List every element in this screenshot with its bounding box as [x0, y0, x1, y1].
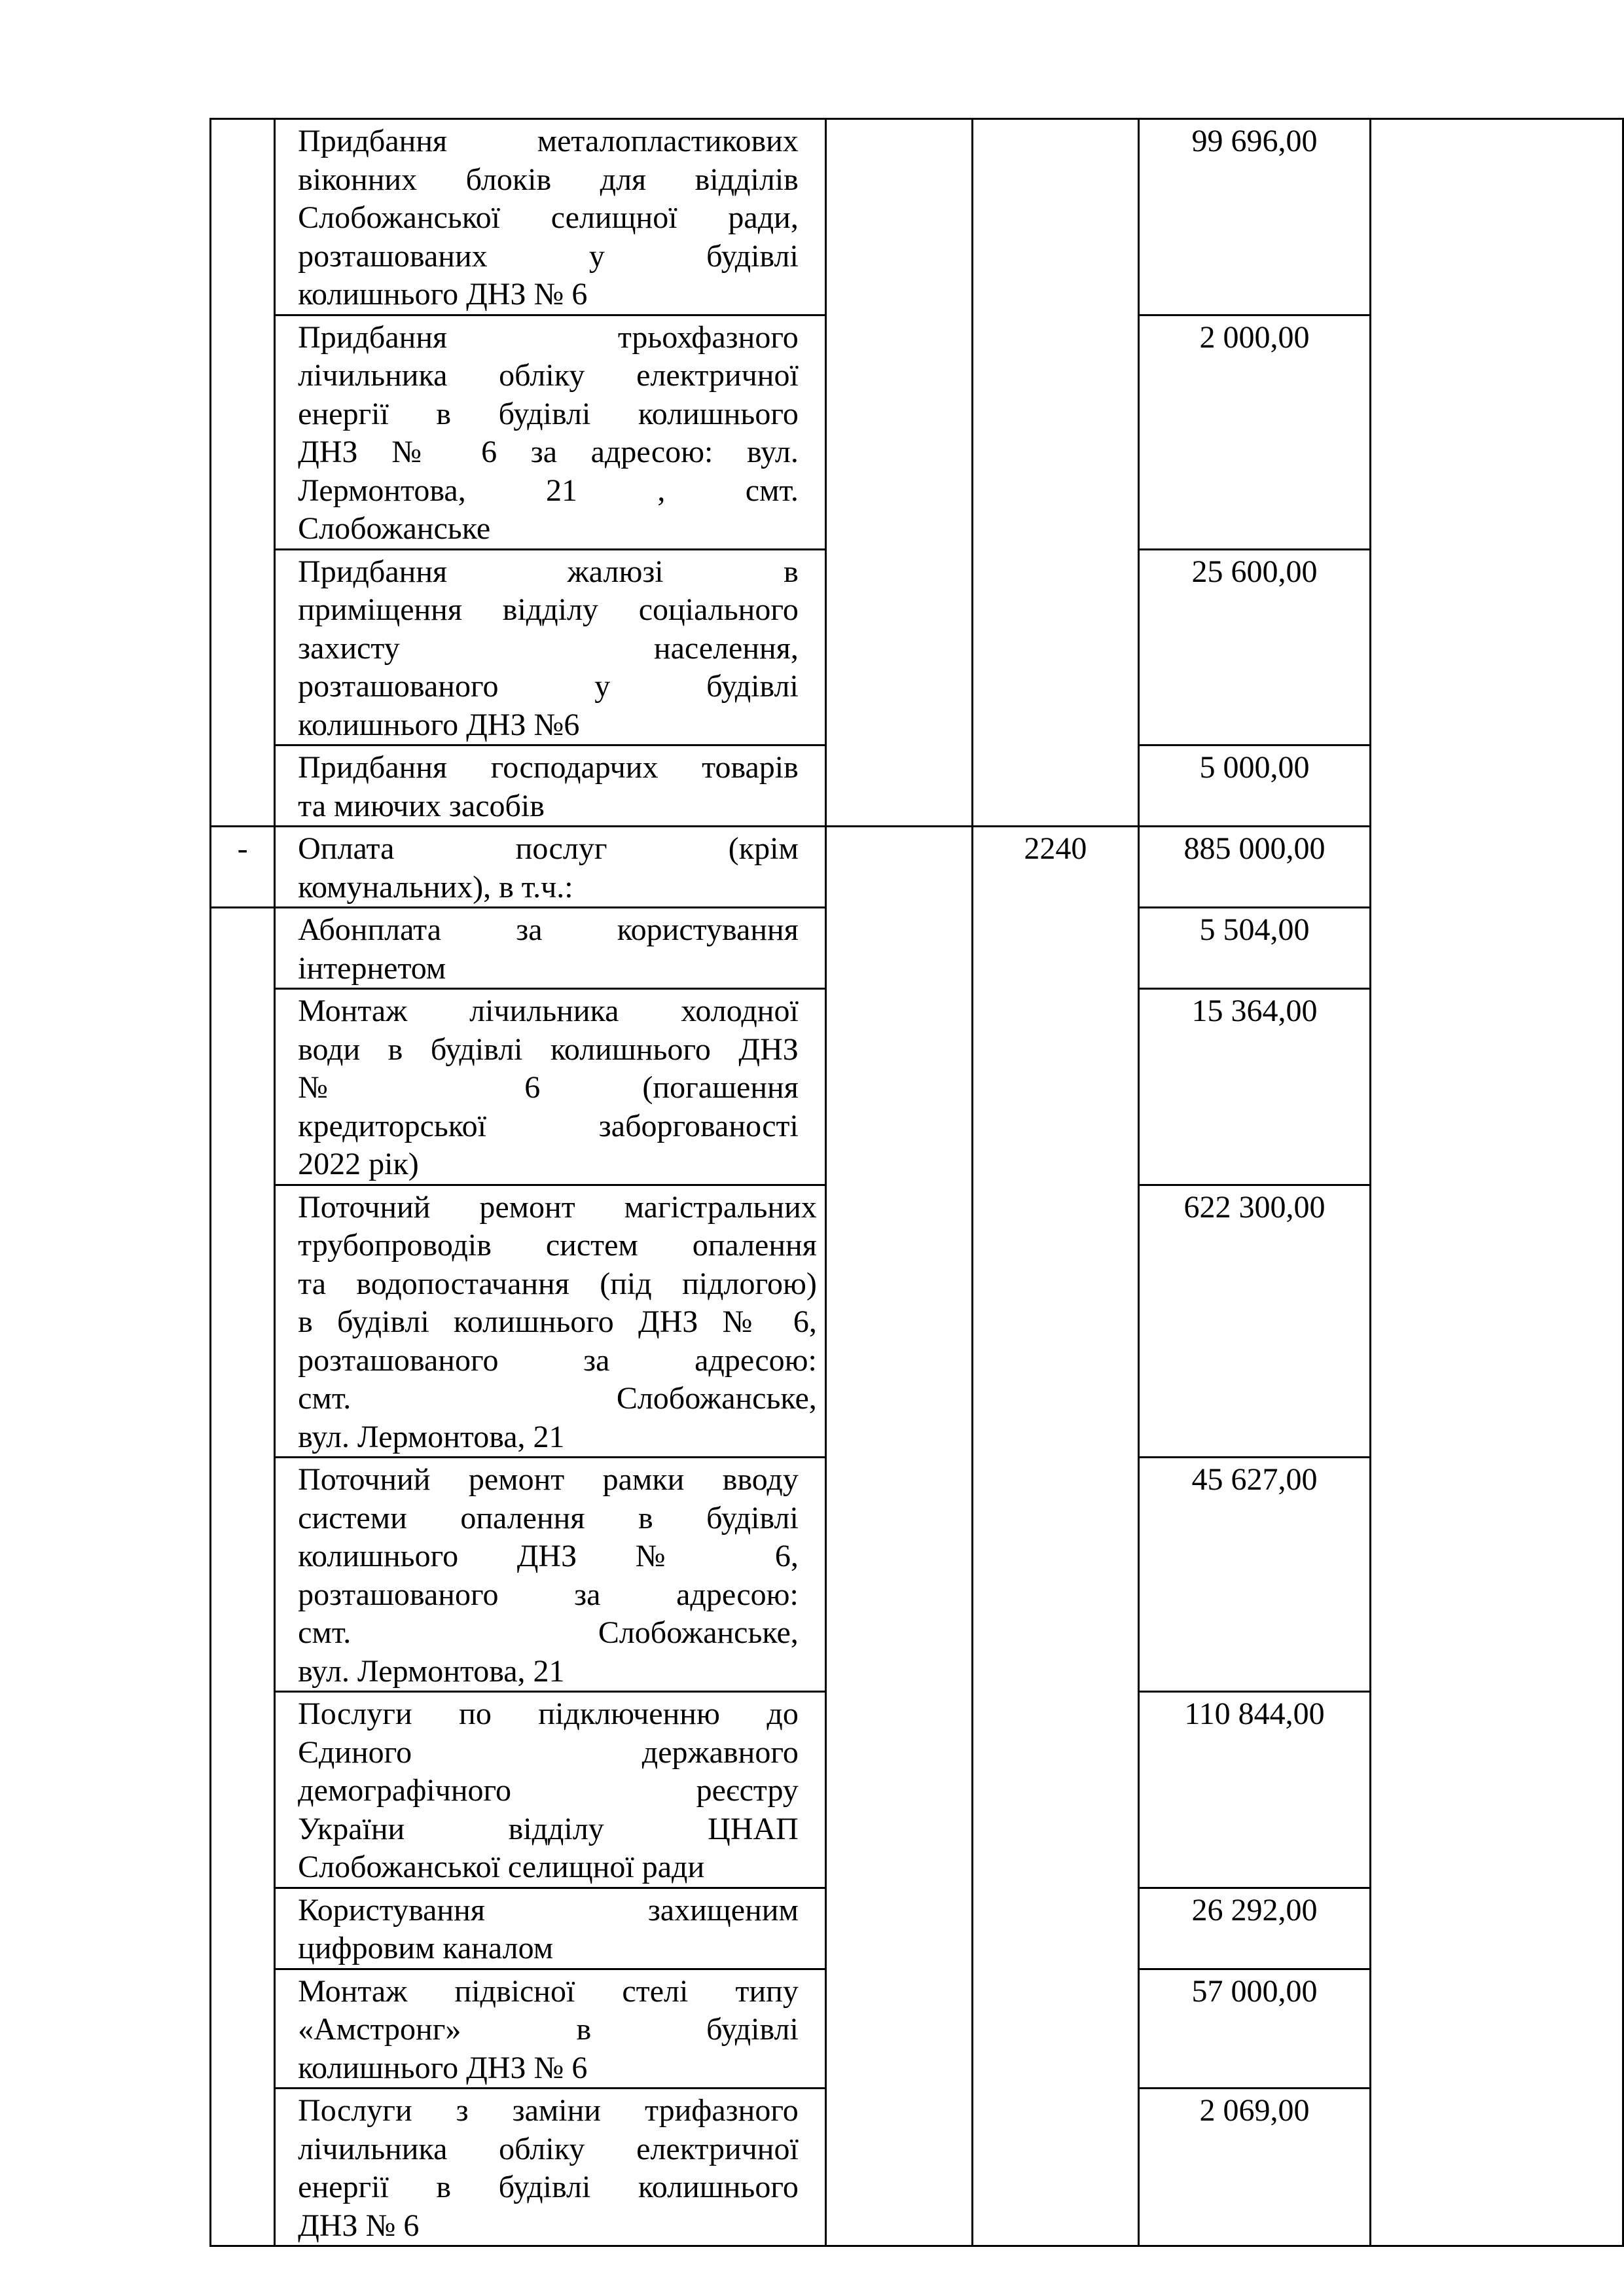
amount-cell: 5 504,00	[1139, 908, 1371, 989]
item-description	[275, 1185, 826, 1458]
description-line: демографічного реєстру	[298, 1773, 799, 1808]
description-line: вул. Лермонтова, 21	[298, 1419, 565, 1454]
description-line: Оплата послуг (крім	[298, 831, 799, 866]
description-line: розташованих у будівлі	[298, 238, 799, 274]
description-line: колишнього ДНЗ № 6	[298, 2050, 588, 2085]
description-line: колишнього ДНЗ № 6	[298, 277, 588, 312]
budget-table	[209, 118, 1624, 2247]
empty-cell	[825, 827, 972, 2246]
item-description	[275, 908, 826, 989]
item-description	[275, 745, 826, 827]
item-description	[275, 119, 826, 315]
amount-cell: 25 600,00	[1139, 549, 1371, 745]
empty-cell	[825, 119, 972, 827]
amount-cell: 885 000,00	[1139, 827, 1371, 908]
description-line: комунальних), в т.ч.:	[298, 869, 573, 905]
description-line: колишнього ДНЗ № 6,	[298, 1539, 799, 1573]
description-line: лічильника обліку електричної	[298, 358, 799, 393]
description-line: ДНЗ № 6	[298, 2208, 420, 2243]
description-line: колишнього ДНЗ №6	[298, 707, 580, 742]
amount-cell: 99 696,00	[1139, 119, 1371, 315]
description-line: України відділу ЦНАП	[298, 1811, 799, 1846]
item-description	[275, 1458, 826, 1692]
number-cell	[211, 119, 275, 827]
description-line: розташованого за адресою:	[298, 1577, 799, 1612]
description-line: Абонплата за користування	[298, 912, 799, 947]
description-line: приміщення відділу соціального	[298, 592, 799, 627]
description-line: ДНЗ № 6 за адресою: вул.	[298, 435, 799, 469]
description-line: трубопроводів систем опалення	[298, 1228, 817, 1263]
amount-cell: 5 000,00	[1139, 745, 1371, 827]
code-cell	[972, 119, 1138, 827]
description-line: цифровим каналом	[298, 1931, 554, 1965]
description-line: віконних блоків для відділів	[298, 162, 799, 197]
description-line: вул. Лермонтова, 21	[298, 1653, 565, 1689]
description-line: Слобожанське	[298, 511, 491, 546]
description-line: в будівлі колишнього ДНЗ № 6,	[298, 1304, 817, 1339]
amount-cell: 57 000,00	[1139, 1969, 1371, 2089]
description-line: Монтаж підвісної стелі типу	[298, 1973, 799, 2009]
item-description	[275, 2089, 826, 2246]
description-line: інтернетом	[298, 950, 446, 986]
item-description	[275, 1969, 826, 2089]
description-line: захисту населення,	[298, 630, 799, 666]
description-line: смт. Слобожанське,	[298, 1381, 817, 1416]
amount-cell: 2 000,00	[1139, 315, 1371, 549]
description-line: розташованого у будівлі	[298, 669, 799, 704]
description-line: Слобожанської селищної ради,	[298, 200, 799, 235]
description-line: 2022 рік)	[298, 1147, 419, 1181]
item-description	[275, 827, 826, 908]
description-line: енергії в будівлі колишнього	[298, 396, 799, 431]
description-line: та водопостачання (під підлогою)	[298, 1266, 817, 1301]
description-line: Монтаж лічильника холодної	[298, 994, 799, 1028]
table-row	[211, 119, 1623, 315]
description-line: води в будівлі колишнього ДНЗ	[298, 1031, 799, 1067]
description-line: «Амстронг» в будівлі	[298, 2012, 799, 2047]
description-line: Лермонтова, 21 , смт.	[298, 473, 799, 508]
item-description	[275, 549, 826, 745]
description-line: енергії в будівлі колишнього	[298, 2170, 799, 2204]
description-line: № 6 (погашення	[298, 1070, 799, 1105]
number-cell	[211, 908, 275, 2246]
item-description	[275, 1692, 826, 1888]
amount-cell: 26 292,00	[1139, 1888, 1371, 1969]
amount-cell: 622 300,00	[1139, 1185, 1371, 1458]
description-line: Єдиного державного	[298, 1734, 799, 1770]
amount-cell: 45 627,00	[1139, 1458, 1371, 1692]
description-line: розташованого за адресою:	[298, 1342, 817, 1378]
description-line: Придбання господарчих товарів	[298, 750, 799, 785]
description-line: та миючих засобів	[298, 788, 545, 823]
description-line: Поточний ремонт рамки вводу	[298, 1462, 799, 1497]
description-line: Послуги з заміни трифазного	[298, 2093, 799, 2128]
description-line: Слобожанської селищної ради	[298, 1850, 705, 1884]
description-line: Придбання металопластикових	[298, 124, 799, 158]
item-description	[275, 1888, 826, 1969]
amount-cell: 15 364,00	[1139, 989, 1371, 1185]
description-line: Послуги по підключенню до	[298, 1696, 799, 1731]
description-line: лічильника обліку електричної	[298, 2131, 799, 2166]
notes-cell	[1370, 119, 1623, 2246]
description-line: кредиторської заборгованості	[298, 1108, 799, 1143]
description-line: смт. Слобожанське,	[298, 1615, 799, 1650]
amount-cell: 110 844,00	[1139, 1692, 1371, 1888]
item-description	[275, 989, 826, 1185]
description-line: Придбання жалюзі в	[298, 554, 799, 589]
description-line: Користування захищеним	[298, 1892, 799, 1928]
description-line: Поточний ремонт магістральних	[298, 1189, 817, 1225]
amount-cell: 2 069,00	[1139, 2089, 1371, 2246]
code-cell: 2240	[972, 827, 1138, 2246]
marker-cell: -	[211, 827, 275, 908]
description-line: Придбання трьохфазного	[298, 319, 799, 355]
item-description	[275, 315, 826, 549]
description-line: системи опалення в будівлі	[298, 1500, 799, 1535]
